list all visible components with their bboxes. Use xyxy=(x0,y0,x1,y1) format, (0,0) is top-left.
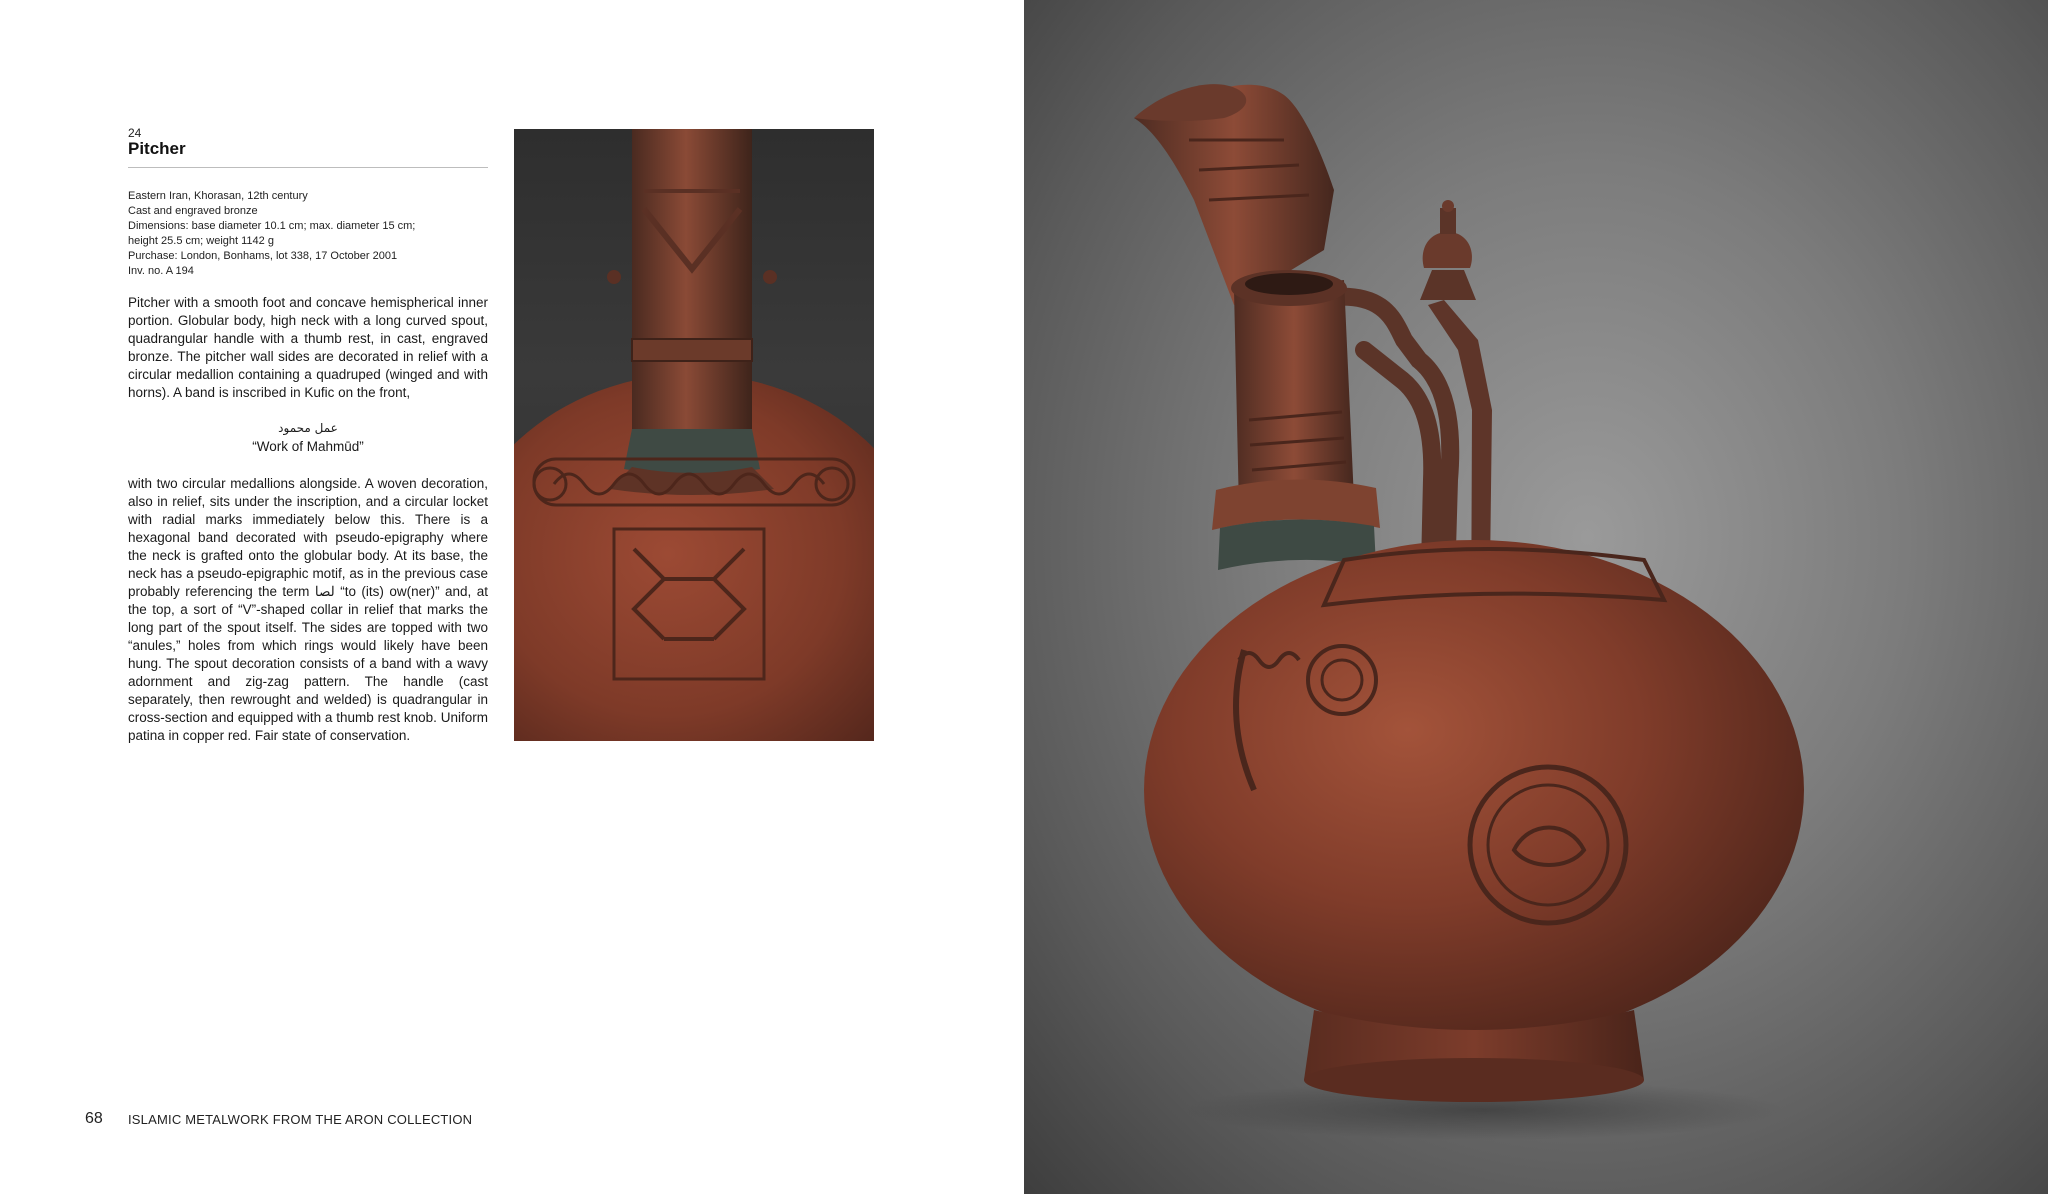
metadata-dimensions: Dimensions: base diameter 10.1 cm; max. diameter 15 cm; xyxy=(128,220,416,232)
description-paragraph-1: Pitcher with a smooth foot and concave hemispherical inner portion. Globular body, high neck with a long curved spout, quadrangular handle with a thumb rest, in cast, engraved bronze. The pitcher wall sides are decorated in relief with a circular medallion containing a quadruped (winged and with horns). A band is inscribed in Kufic on the front, xyxy=(128,295,488,400)
metadata-provenance: Purchase: London, Bonhams, lot 338, 17 October 2001 xyxy=(128,250,398,262)
running-footer-title: ISLAMIC METALWORK FROM THE ARON COLLECTION xyxy=(128,1112,473,1127)
page-number: 68 xyxy=(85,1110,103,1127)
inscription-translation: “Work of Mahmūd” xyxy=(252,439,364,454)
metadata-height-weight: height 25.5 cm; weight 1142 g xyxy=(128,235,274,247)
object-metadata xyxy=(128,189,488,279)
metadata-inventory: Inv. no. A 194 xyxy=(128,265,194,277)
pitcher-detail-illustration xyxy=(514,129,874,741)
metadata-material: Cast and engraved bronze xyxy=(128,205,258,217)
catalogue-number: 24 xyxy=(128,126,142,140)
detail-photograph xyxy=(514,129,874,741)
description-paragraph-2: with two circular medallions alongside. A woven decoration, also in relief, sits under the inscription, and a circular locket with radial marks immediately below this. There is a hexagonal band decorated with pseudo-epigraphy where the neck is grafted onto the globular body. At its base, the neck has a pseudo-epigraphic motif, as in the previous case probably referencing the term لصا “to (its) ow(ner)” and, at the top, a sort of “V”-shaped collar in relief that marks the long part of the spout itself. The sides are topped with two “anules,” holes from which rings would likely have been hung. The spout decoration consists of a band with a wavy adornment and zig-zag pattern. The handle (cast separately, then rewrought and welded) is quadrangular in cross-section and equipped with a thumb rest knob. Uniform patina in copper red. Fair state of conservation. xyxy=(128,476,488,743)
metadata-origin: Eastern Iran, Khorasan, 12th century xyxy=(128,190,308,202)
right-page-photograph xyxy=(1024,0,2048,1194)
entry-title: Pitcher xyxy=(128,139,186,158)
inscription-arabic: عمل محمود xyxy=(278,421,338,435)
pitcher-full-illustration xyxy=(1024,0,2048,1194)
inscription-block xyxy=(128,420,488,456)
title-divider xyxy=(128,167,488,168)
